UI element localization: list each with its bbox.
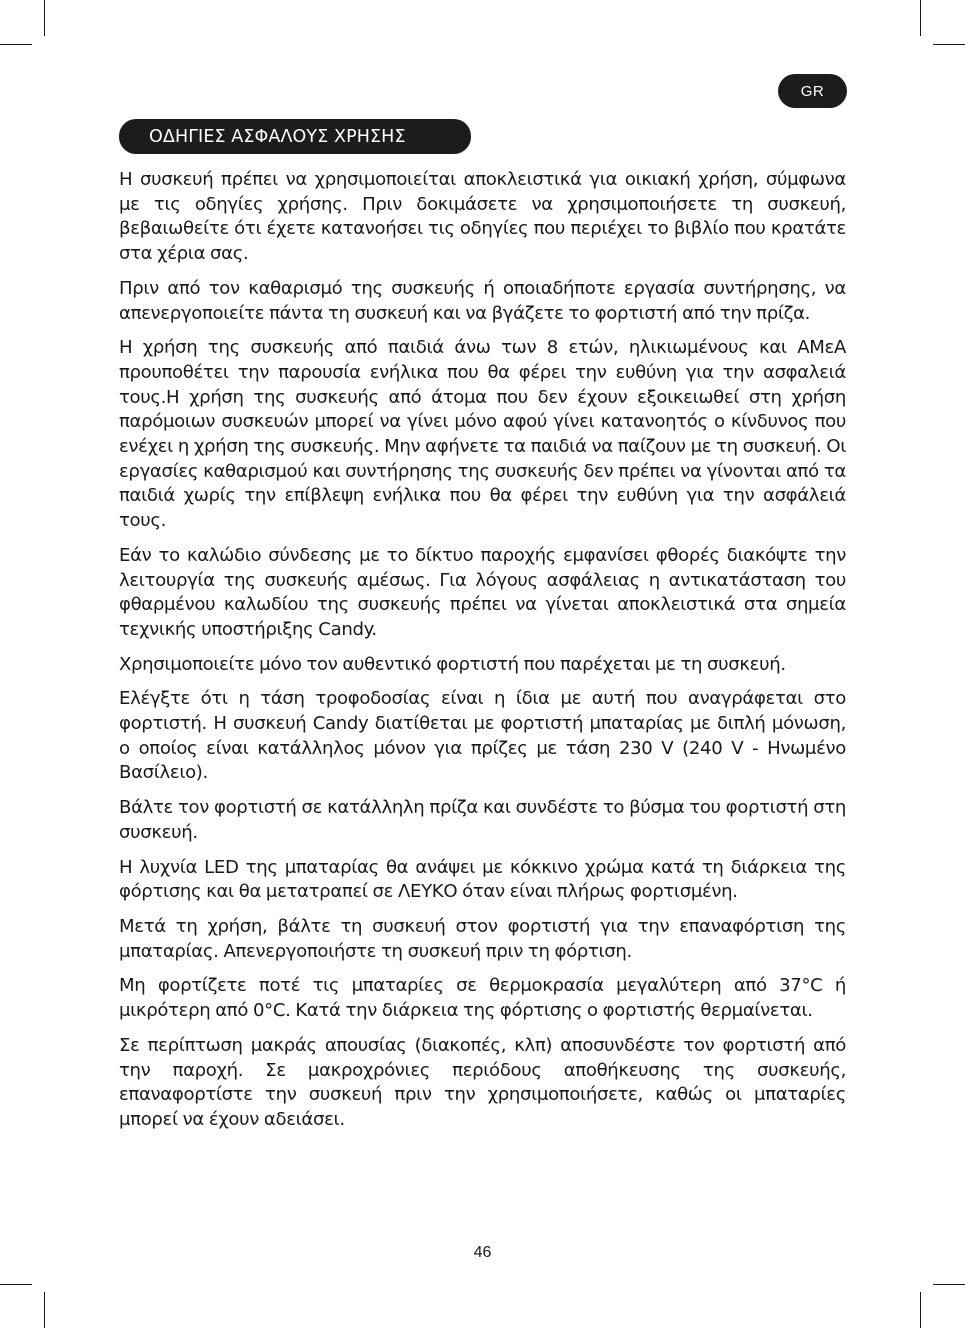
crop-mark-bottom-right-horizontal [933,1284,965,1285]
paragraph: Σε περίπτωση μακράς απουσίας (διακοπές, κλπ) αποσυνδέστε τον φορτιστή από την παροχή. Σε μακροχρόνιες περιόδους αποθήκευσης της συσκευής, επαναφορτίστε την συσκευή πριν την χρησιμοποιήσετε, καθώς οι μπαταρίες μπορεί να έχουν αδειάσει. [119,1034,846,1130]
paragraph: Βάλτε τον φορτιστή σε κατάλληλη πρίζα και συνδέστε το βύσμα του φορτιστή στη συσκευή. [119,797,846,843]
crop-mark-top-left-vertical [44,0,45,36]
section-title: ΟΔΗΓΙΕΣ ΑΣΦΑΛΟΥΣ ΧΡΗΣΗΣ [119,119,471,154]
crop-mark-bottom-right-vertical [920,1292,921,1328]
paragraph: Η λυχνία LED της μπαταρίας θα ανάψει με κόκκινο χρώμα κατά τη διάρκεια της φόρτισης και θα μετατραπεί σε ΛΕΥΚΟ όταν είναι πλήρως φορτισμένη. [119,856,846,903]
crop-mark-bottom-left-vertical [44,1292,45,1328]
crop-mark-top-right-vertical [920,0,921,36]
safety-instructions-body [119,168,846,1143]
page-number: 46 [473,1244,492,1261]
paragraph: Ελέγξτε ότι η τάση τροφοδοσίας είναι η ίδια με αυτή που αναγράφεται στο φορτιστή. Η συσκευή Candy διατίθεται με φορτιστή μπαταρίας με διπλή μόνωση, ο οποίος είναι κατάλληλος μόνον για πρίζες με τάση 230 V (240 V - Ηνωμένο Βασίλειο). [119,688,846,784]
paragraph: Πριν από τον καθαρισμό της συσκευής ή οποιαδήποτε εργασία συντήρησης, να απενεργοποιείτε πάντα τη συσκευή και να βγάζετε το φορτιστή από την πρίζα. [119,277,846,324]
language-badge: GR [778,74,847,108]
paragraph: Χρησιμοποιείτε μόνο τον αυθεντικό φορτιστή που παρέχεται με τη συσκευή. [119,653,786,675]
paragraph: Μη φορτίζετε ποτέ τις μπαταρίες σε θερμοκρασία μεγαλύτερη από 37°C ή μικρότερη από 0°C. Κατά την διάρκεια της φόρτισης ο φορτιστής θερμαίνεται. [119,975,846,1022]
paragraph: Η συσκευή πρέπει να χρησιμοποιείται αποκλειστικά για οικιακή χρήση, σύμφωνα με τις οδηγίες χρήσης. Πριν δοκιμάσετε να χρησιμοποιήσετε τη συσκευή, βεβαιωθείτε ότι έχετε κατανοήσει τις οδηγίες που περιέχει το βιβλίο που κρατάτε στα χέρια σας. [119,169,846,265]
paragraph: Εάν το καλώδιο σύνδεσης με το δίκτυο παροχής εμφανίσει φθορές διακόψτε την λειτουργία της συσκευής αμέσως. Για λόγους ασφάλειας η αντικατάσταση του φθαρμένου καλωδίου της συσκευής πρέπει να γίνεται αποκλειστικά στα σημεία τεχνικής υποστήριξης Candy. [119,544,846,640]
paragraph: Η χρήση της συσκευής από παιδιά άνω των 8 ετών, ηλικιωμένους και ΑΜεΑ προυποθέτει την παρουσία ενήλικα που θα φέρει την ευθύνη για την ασφαλειά τους.Η χρήση της συσκευής από άτομα που δεν έχουν εξοικειωθεί στη χρήση παρόμοιων συσκευών μπορεί να γίνει μόνο αφού γίνει κατανοητός ο κίνδυνος που ενέχει η χρήση της συσκευής. Μην αφήνετε τα παιδιά να παίζουν με τη συσκευή. Οι εργασίες καθαρισμού και συντήρησης της συσκευής δεν πρέπει να γίνονται από τα παιδιά χωρίς την επίβλεψη ενήλικα που θα φέρει την ευθύνη για την ασφάλειά τους. [119,337,846,532]
paragraph: Μετά τη χρήση, βάλτε τη συσκευή στον φορτιστή για την επαναφόρτιση της μπαταρίας. Απενεργοποιήστε τη συσκευή πριν τη φόρτιση. [119,915,846,962]
crop-mark-bottom-left-horizontal [0,1284,32,1285]
crop-mark-top-left-horizontal [0,44,32,45]
crop-mark-top-right-horizontal [933,44,965,45]
